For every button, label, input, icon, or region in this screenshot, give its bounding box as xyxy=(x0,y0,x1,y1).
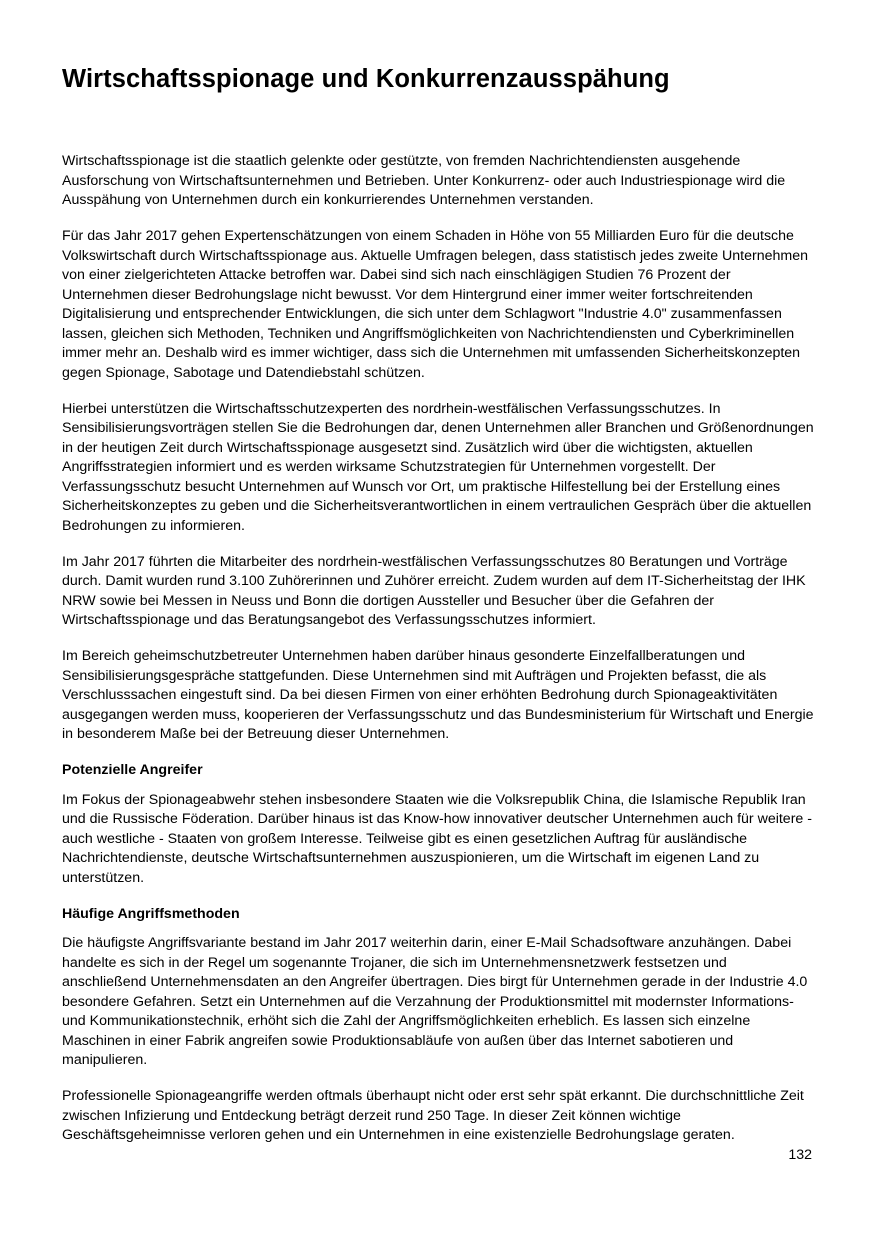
section-heading-methods: Häufige Angriffsmethoden xyxy=(62,905,240,922)
paragraph-methods-1: Die häufigste Angriffsvariante bestand im Jahr 2017 weiterhin darin, einer E-Mail Schadsoftware anzuhängen. Dabei handelte es sich in der Regel um sogenannte Trojaner, die sich im Unternehmensnetzwerk festsetzen und anschließend Unternehmensdaten an den Angreifer übertragen. Dies birgt für Unternehmen gerade in der Industrie 4.0 besondere Gefahren. Setzt ein Unternehmen auf die Verzahnung der Produktionsmittel mit modernster Informations- und Kommunikationstechnik, erhöht sich die Zahl der Angriffsmöglichkeiten erheblich. Es lassen sich einzelne Maschinen in einer Fabrik angreifen sowie Produktionsabläufe von außen über das Internet sabotieren und manipulieren. xyxy=(62,935,808,1068)
document-page xyxy=(62,62,814,1162)
paragraph-consultations: Im Jahr 2017 führten die Mitarbeiter des nordrhein-westfälischen Verfassungsschutzes 80 Beratungen und Vorträge durch. Damit wurden rund 3.100 Zuhörerinnen und Zuhörer erreicht. Zudem wurden auf dem IT-Sicherheitstag der IHK NRW sowie bei Messen in Neuss und Bonn die dortigen Aussteller und Besucher über die Gefahren der Wirtschaftsspionage und das Beratungsangebot des Verfassungsschutzes informiert. xyxy=(62,553,806,628)
document-body xyxy=(62,152,814,1146)
paragraph-intro: Wirtschaftsspionage ist die staatlich gelenkte oder gestützte, von fremden Nachrichtendiensten ausgehende Ausforschung von Wirtschaftsunternehmen und Betrieben. Unter Konkurrenz- oder auch Industriespionage wird die Ausspähung von Unternehmen durch ein konkurrierendes Unternehmen verstanden. xyxy=(62,153,786,208)
paragraph-methods-2: Professionelle Spionageangriffe werden oftmals überhaupt nicht oder erst sehr spät erkannt. Die durchschnittliche Zeit zwischen Infizierung und Entdeckung beträgt derzeit rund 250 Tage. In dieser Zeit können wichtige Geschäftsgeheimnisse verloren gehen und ein Unternehmen in eine existenzielle Bedrohungslage geraten. xyxy=(62,1088,804,1143)
paragraph-damage-estimate: Für das Jahr 2017 gehen Expertenschätzungen von einem Schaden in Höhe von 55 Milliarden Euro für die deutsche Volkswirtschaft durch Wirtschaftsspionage aus. Aktuelle Umfragen belegen, dass statistisch jedes zweite Unternehmen von einer zielgerichteten Attacke betroffen war. Dabei sind sich nach einschlägigen Studien 76 Prozent der Unternehmen dieser Bedrohungslage nicht bewusst. Vor dem Hintergrund einer immer weiter fortschreitenden Digitalisierung und entsprechender Entwicklungen, die sich unter dem Schlagwort "Industrie 4.0" zusammenfassen lassen, gleichen sich Methoden, Techniken und Angriffsmöglichkeiten von Nachrichtendiensten und Cyberkriminellen immer mehr an. Deshalb wird es immer wichtiger, dass sich die Unternehmen mit umfassenden Sicherheitskonzepten gegen Spionage, Sabotage und Datendiebstahl schützen. xyxy=(62,228,808,381)
paragraph-attackers: Im Fokus der Spionageabwehr stehen insbesondere Staaten wie die Volksrepublik China, die Islamische Republik Iran und die Russische Föderation. Darüber hinaus ist das Know-how innovativer deutscher Unternehmen auch für weitere - auch westliche - Staaten von großem Interesse. Teilweise gibt es einen gesetzlichen Auftrag für ausländische Nachrichtendienste, deutsche Wirtschaftsunternehmen auszuspionieren, um die Wirtschaft im eigenen Land zu unterstützen. xyxy=(62,791,812,886)
page-title: Wirtschaftsspionage und Konkurrenzausspähung xyxy=(62,65,670,93)
section-heading-attackers: Potenzielle Angreifer xyxy=(62,762,203,778)
paragraph-support: Hierbei unterstützen die Wirtschaftsschutzexperten des nordrhein-westfälischen Verfassungsschutzes. In Sensibilisierungsvorträgen stellen Sie die Bedrohungen dar, denen Unternehmen aller Branchen und Größenordnungen in der heutigen Zeit durch Wirtschaftsspionage ausgesetzt sind. Zusätzlich wird über die wichtigsten, aktuellen Angriffsstrategien informiert und es werden wirksame Schutzstrategien für Unternehmen vorgestellt. Der Verfassungsschutz besucht Unternehmen auf Wunsch vor Ort, um praktische Hilfestellung bei der Erstellung eines Sicherheitskonzeptes zu geben und die Sicherheitsverantwortlichen in einem vertraulichen Gespräch über die aktuellen Bedrohungen zu informieren. xyxy=(62,400,814,534)
page-number: 132 xyxy=(788,1147,812,1163)
paragraph-secret-protection: Im Bereich geheimschutzbetreuter Unternehmen haben darüber hinaus gesonderte Einzelfallberatungen und Sensibilisierungsgespräche stattgefunden. Diese Unternehmen sind mit Aufträgen und Projekten befasst, die als Verschlusssachen eingestuft sind. Da bei diesen Firmen von einer erhöhten Bedrohung durch Spionageaktivitäten ausgegangen werden muss, kooperieren der Verfassungsschutz und das Bundesministerium für Wirtschaft und Energie in besonderem Maße bei der Betreuung dieser Unternehmen. xyxy=(62,648,814,742)
